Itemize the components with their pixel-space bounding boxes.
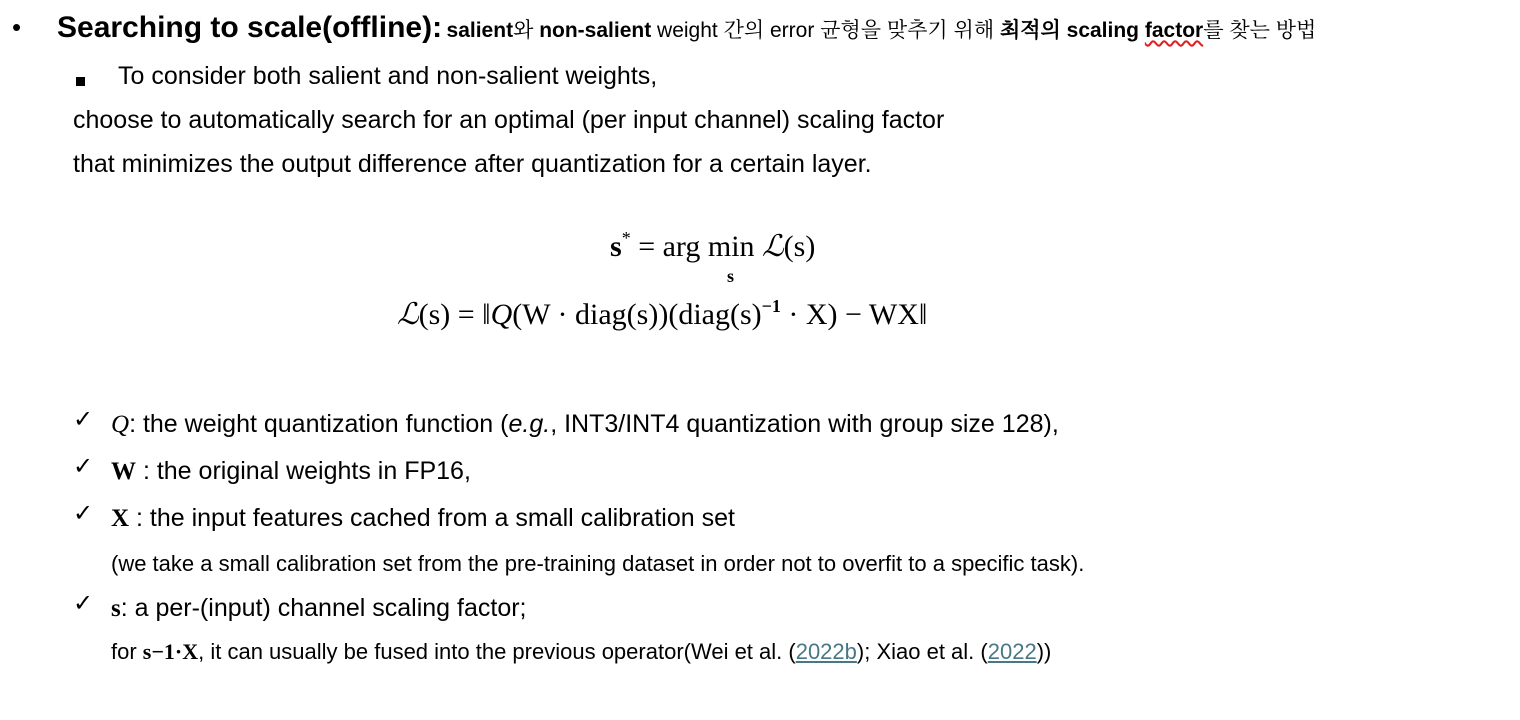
item-x	[111, 504, 735, 533]
bullet-dot: •	[12, 12, 22, 42]
item-s-note-a: for	[111, 639, 143, 664]
item-q	[111, 410, 1059, 439]
eq-loss-symbol: ℒ	[762, 230, 784, 263]
heading-non-salient: non-salient	[539, 19, 652, 42]
equation-argmin	[610, 228, 815, 264]
item-s-note-symbol: s−1·X	[142, 639, 199, 664]
item-w-symbol: W	[111, 458, 136, 485]
eq2-part-c: · X) − WX‖	[780, 298, 928, 331]
eq-loss-arg: (s)	[783, 230, 816, 263]
eq2-q: Q	[490, 298, 513, 331]
eq2-exponent: −1	[761, 296, 781, 316]
item-x-symbol: X	[111, 505, 130, 532]
item-s-note-b: , it can usually be fused into the previous operator(Wei et al. (	[198, 639, 796, 664]
check-icon: ✓	[73, 405, 94, 433]
item-s-note-d: ))	[1036, 639, 1052, 664]
sub-bullet-square	[76, 73, 85, 91]
eq-s: s	[610, 230, 622, 263]
item-q-text: : the weight quantization function (	[129, 410, 509, 438]
item-w	[111, 457, 471, 486]
eq2-part-a: (s) = ‖	[418, 298, 491, 331]
item-q-symbol: Q	[111, 411, 130, 438]
equation-loss	[397, 296, 927, 332]
item-q-text2: , INT3/INT4 quantization with group size 128),	[550, 410, 1059, 438]
eq2-loss-symbol: ℒ	[397, 298, 419, 331]
eq-argmin-text: = arg min	[630, 230, 763, 263]
sub-line-3: that minimizes the output difference after quantization for a certain layer.	[73, 150, 872, 178]
heading-salient: salient	[446, 19, 514, 42]
heading-text-b: weight 간의 error 균형을 맞추기 위해	[651, 19, 1000, 42]
eq2-part-b: (W · diag(s))(diag(s)	[512, 298, 762, 331]
item-x-text: : the input features cached from a small calibration set	[129, 504, 735, 532]
item-s	[111, 594, 527, 623]
spellcheck-underline: factor	[1144, 19, 1204, 42]
item-w-text: : the original weights in FP16,	[136, 457, 471, 485]
item-s-text: : a per-(input) channel scaling factor;	[120, 594, 527, 622]
item-s-note	[111, 639, 1051, 665]
check-icon: ✓	[73, 499, 94, 527]
check-icon: ✓	[73, 452, 94, 480]
item-s-symbol: s	[111, 595, 121, 622]
check-icon: ✓	[73, 589, 94, 617]
sub-line-2: choose to automatically search for an optimal (per input channel) scaling factor	[73, 106, 945, 134]
heading-line	[57, 11, 1316, 45]
item-x-note: (we take a small calibration set from the pre-training dataset in order not to overfit to a specific task).	[111, 551, 1085, 576]
heading-text-a: 와	[513, 19, 540, 42]
equation-under-s: s	[727, 266, 735, 286]
citation-link-wei[interactable]: 2022b	[795, 639, 857, 664]
eq-star: *	[621, 228, 631, 248]
sub-line-1: To consider both salient and non-salient weights,	[118, 62, 658, 90]
heading-title: Searching to scale(offline):	[57, 11, 443, 44]
citation-link-xiao[interactable]: 2022	[987, 639, 1037, 664]
item-q-eg: e.g.	[508, 410, 551, 438]
item-s-note-c: ); Xiao et al. (	[856, 639, 988, 664]
heading-scaling-factor: 최적의 scaling factor	[999, 19, 1204, 42]
heading-text-c: 를 찾는 방법	[1203, 19, 1317, 42]
